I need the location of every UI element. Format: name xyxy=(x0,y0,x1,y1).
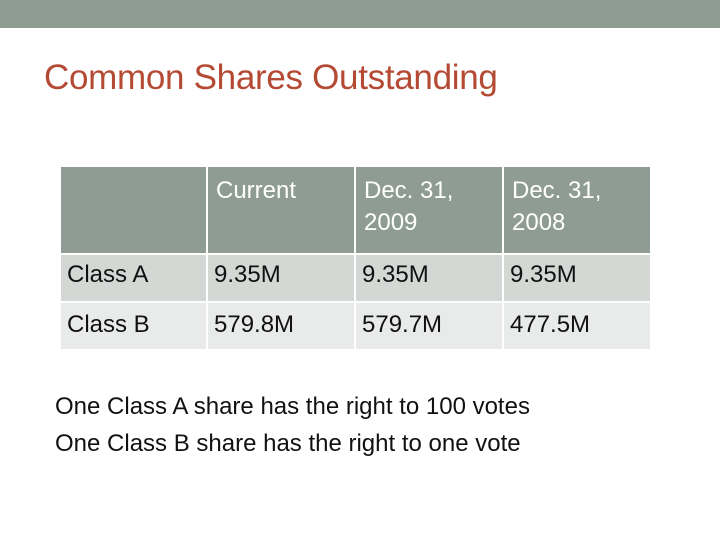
cell-class-a-current: 9.35M xyxy=(208,255,354,301)
header-cell-empty xyxy=(61,167,206,253)
note-class-a-votes: One Class A share has the right to 100 votes xyxy=(55,393,530,420)
header-cell-dec-2009-line2: 2009 xyxy=(364,209,418,236)
cell-class-a-2008: 9.35M xyxy=(504,255,650,301)
header-cell-dec-2009-line1: Dec. 31, xyxy=(364,177,454,204)
top-accent-bar xyxy=(0,0,720,28)
cell-class-a-2009: 9.35M xyxy=(356,255,502,301)
header-cell-dec-2008-line1: Dec. 31, xyxy=(512,177,602,204)
row-label-class-a: Class A xyxy=(61,255,206,301)
note-class-b-votes: One Class B share has the right to one vote xyxy=(55,430,521,457)
table-row xyxy=(61,255,650,301)
cell-class-b-current: 579.8M xyxy=(208,303,354,349)
header-cell-dec-2008 xyxy=(504,167,650,253)
slide-title: Common Shares Outstanding xyxy=(44,58,498,97)
shares-table xyxy=(59,165,652,351)
cell-class-b-2009: 579.7M xyxy=(356,303,502,349)
table-header-row xyxy=(61,167,650,253)
header-cell-dec-2008-line2: 2008 xyxy=(512,209,566,236)
header-cell-current: Current xyxy=(208,167,354,253)
table-row xyxy=(61,303,650,349)
notes-text xyxy=(55,388,530,462)
header-cell-dec-2009 xyxy=(356,167,502,253)
row-label-class-b: Class B xyxy=(61,303,206,349)
cell-class-b-2008: 477.5M xyxy=(504,303,650,349)
